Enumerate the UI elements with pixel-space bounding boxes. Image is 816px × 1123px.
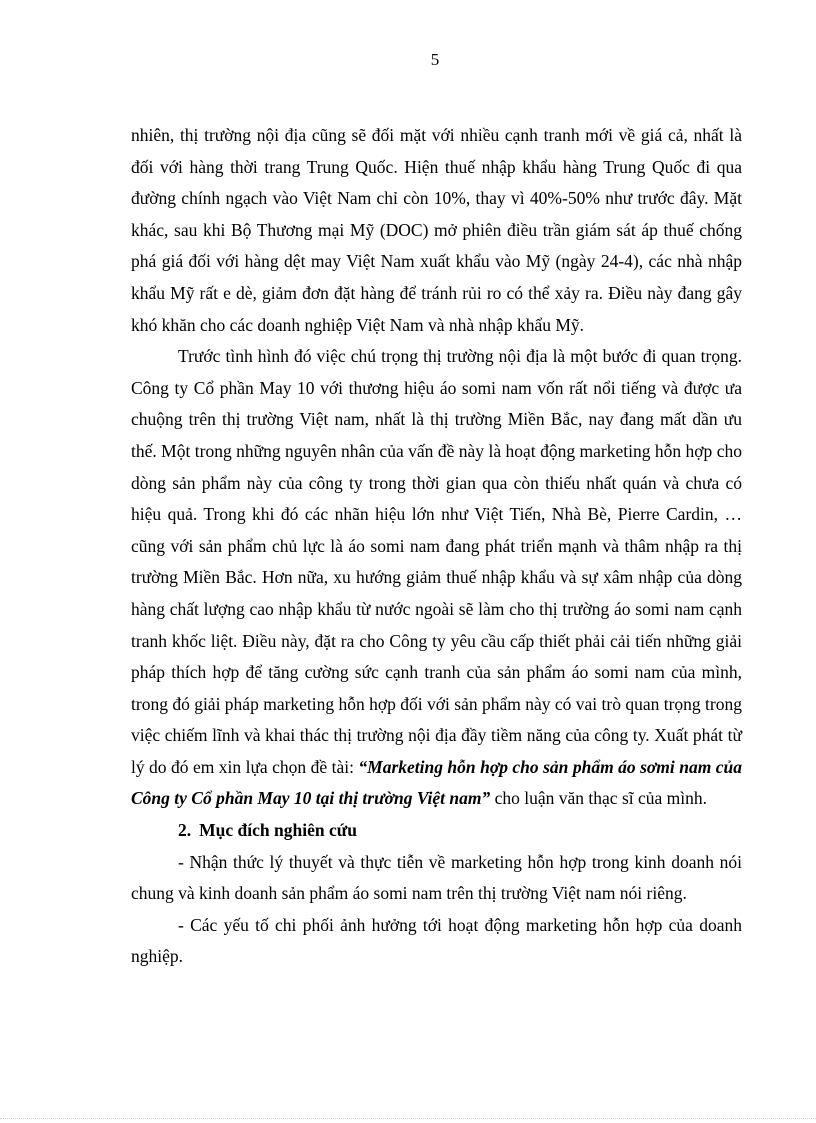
rationale-text: Trước tình hình đó việc chú trọng thị trường nội địa là một bước đi quan trọng. Công ty Cổ phần May 10 với thương hiệu áo somi nam vốn rất nổi tiếng và được ưa chuộng trên thị trường Việt nam, nhất là thị trường Miền Bắc, nay đang mất dần ưu thế. Một trong những nguyên nhân của vấn đề này là hoạt động marketing hỗn hợp cho dòng sản phẩm này của công ty trong thời gian qua còn thiếu nhất quán và chưa có hiệu quả. Trong khi đó các nhãn hiệu lớn như Việt Tiến, Nhà Bè, Pierre Cardin, … cũng với sản phẩm chủ lực là áo somi nam đang phát triển mạnh và thâm nhập ra thị trường Miền Bắc. Hơn nữa, xu hướng giảm thuế nhập khẩu và sự xâm nhập của dòng hàng chất lượng cao nhập khẩu từ nước ngoài sẽ làm cho thị trường áo somi nam cạnh tranh khốc liệt. Điều này, đặt ra cho Công ty yêu cầu cấp thiết phải cải tiến những giải pháp thích hợp để tăng cường sức cạnh tranh của sản phẩm áo somi nam của mình, trong đó giải pháp marketing hỗn hợp đối với sản phẩm này có vai trò quan trọng trong việc chiếm lĩnh và khai thác thị trường nội địa đầy tiềm năng của công ty. Xuất phát từ lý do đó em xin lựa chọn đề tài:	[131, 346, 742, 777]
section-heading	[131, 815, 742, 847]
list-item: - Nhận thức lý thuyết và thực tiễn về marketing hỗn hợp trong kinh doanh nói chung và kinh doanh sản phẩm áo somi nam trên thị trường Việt nam nói riêng.	[131, 851, 742, 904]
document-body	[131, 120, 742, 973]
section-title: Mục đích nghiên cứu	[199, 820, 357, 841]
page-bottom-border	[0, 1118, 816, 1119]
paragraph-topic-rationale	[131, 341, 742, 815]
thesis-title: “Marketing hỗn hợp cho sản phẩm áo sơmi nam của Công ty Cổ phần May 10 tại thị trường Việt nam”	[131, 756, 743, 809]
list-item: - Các yếu tố chi phối ảnh hưởng tới hoạt động marketing hỗn hợp của doanh nghiệp.	[131, 914, 742, 967]
paragraph-market-competition: nhiên, thị trường nội địa cũng sẽ đối mặt với nhiều cạnh tranh mới về giá cả, nhất là đối với hàng thời trang Trung Quốc. Hiện thuế nhập khẩu hàng Trung Quốc đi qua đường chính ngạch vào Việt Nam chỉ còn 10%, thay vì 40%-50% như trước đây. Mặt khác, sau khi Bộ Thương mại Mỹ (DOC) mở phiên điều trần giám sát áp thuế chống phá giá đối với hàng dệt may Việt Nam xuất khẩu vào Mỹ (ngày 24-4), các nhà nhập khẩu Mỹ rất e dè, giảm đơn đặt hàng để tránh rủi ro có thể xảy ra. Điều này đang gây khó khăn cho các doanh nghiệp Việt Nam và nhà nhập khẩu Mỹ.	[131, 125, 742, 335]
page-number: 5	[430, 50, 440, 69]
rationale-tail: cho luận văn thạc sĩ của mình.	[490, 788, 708, 809]
section-number: 2.	[178, 820, 192, 841]
